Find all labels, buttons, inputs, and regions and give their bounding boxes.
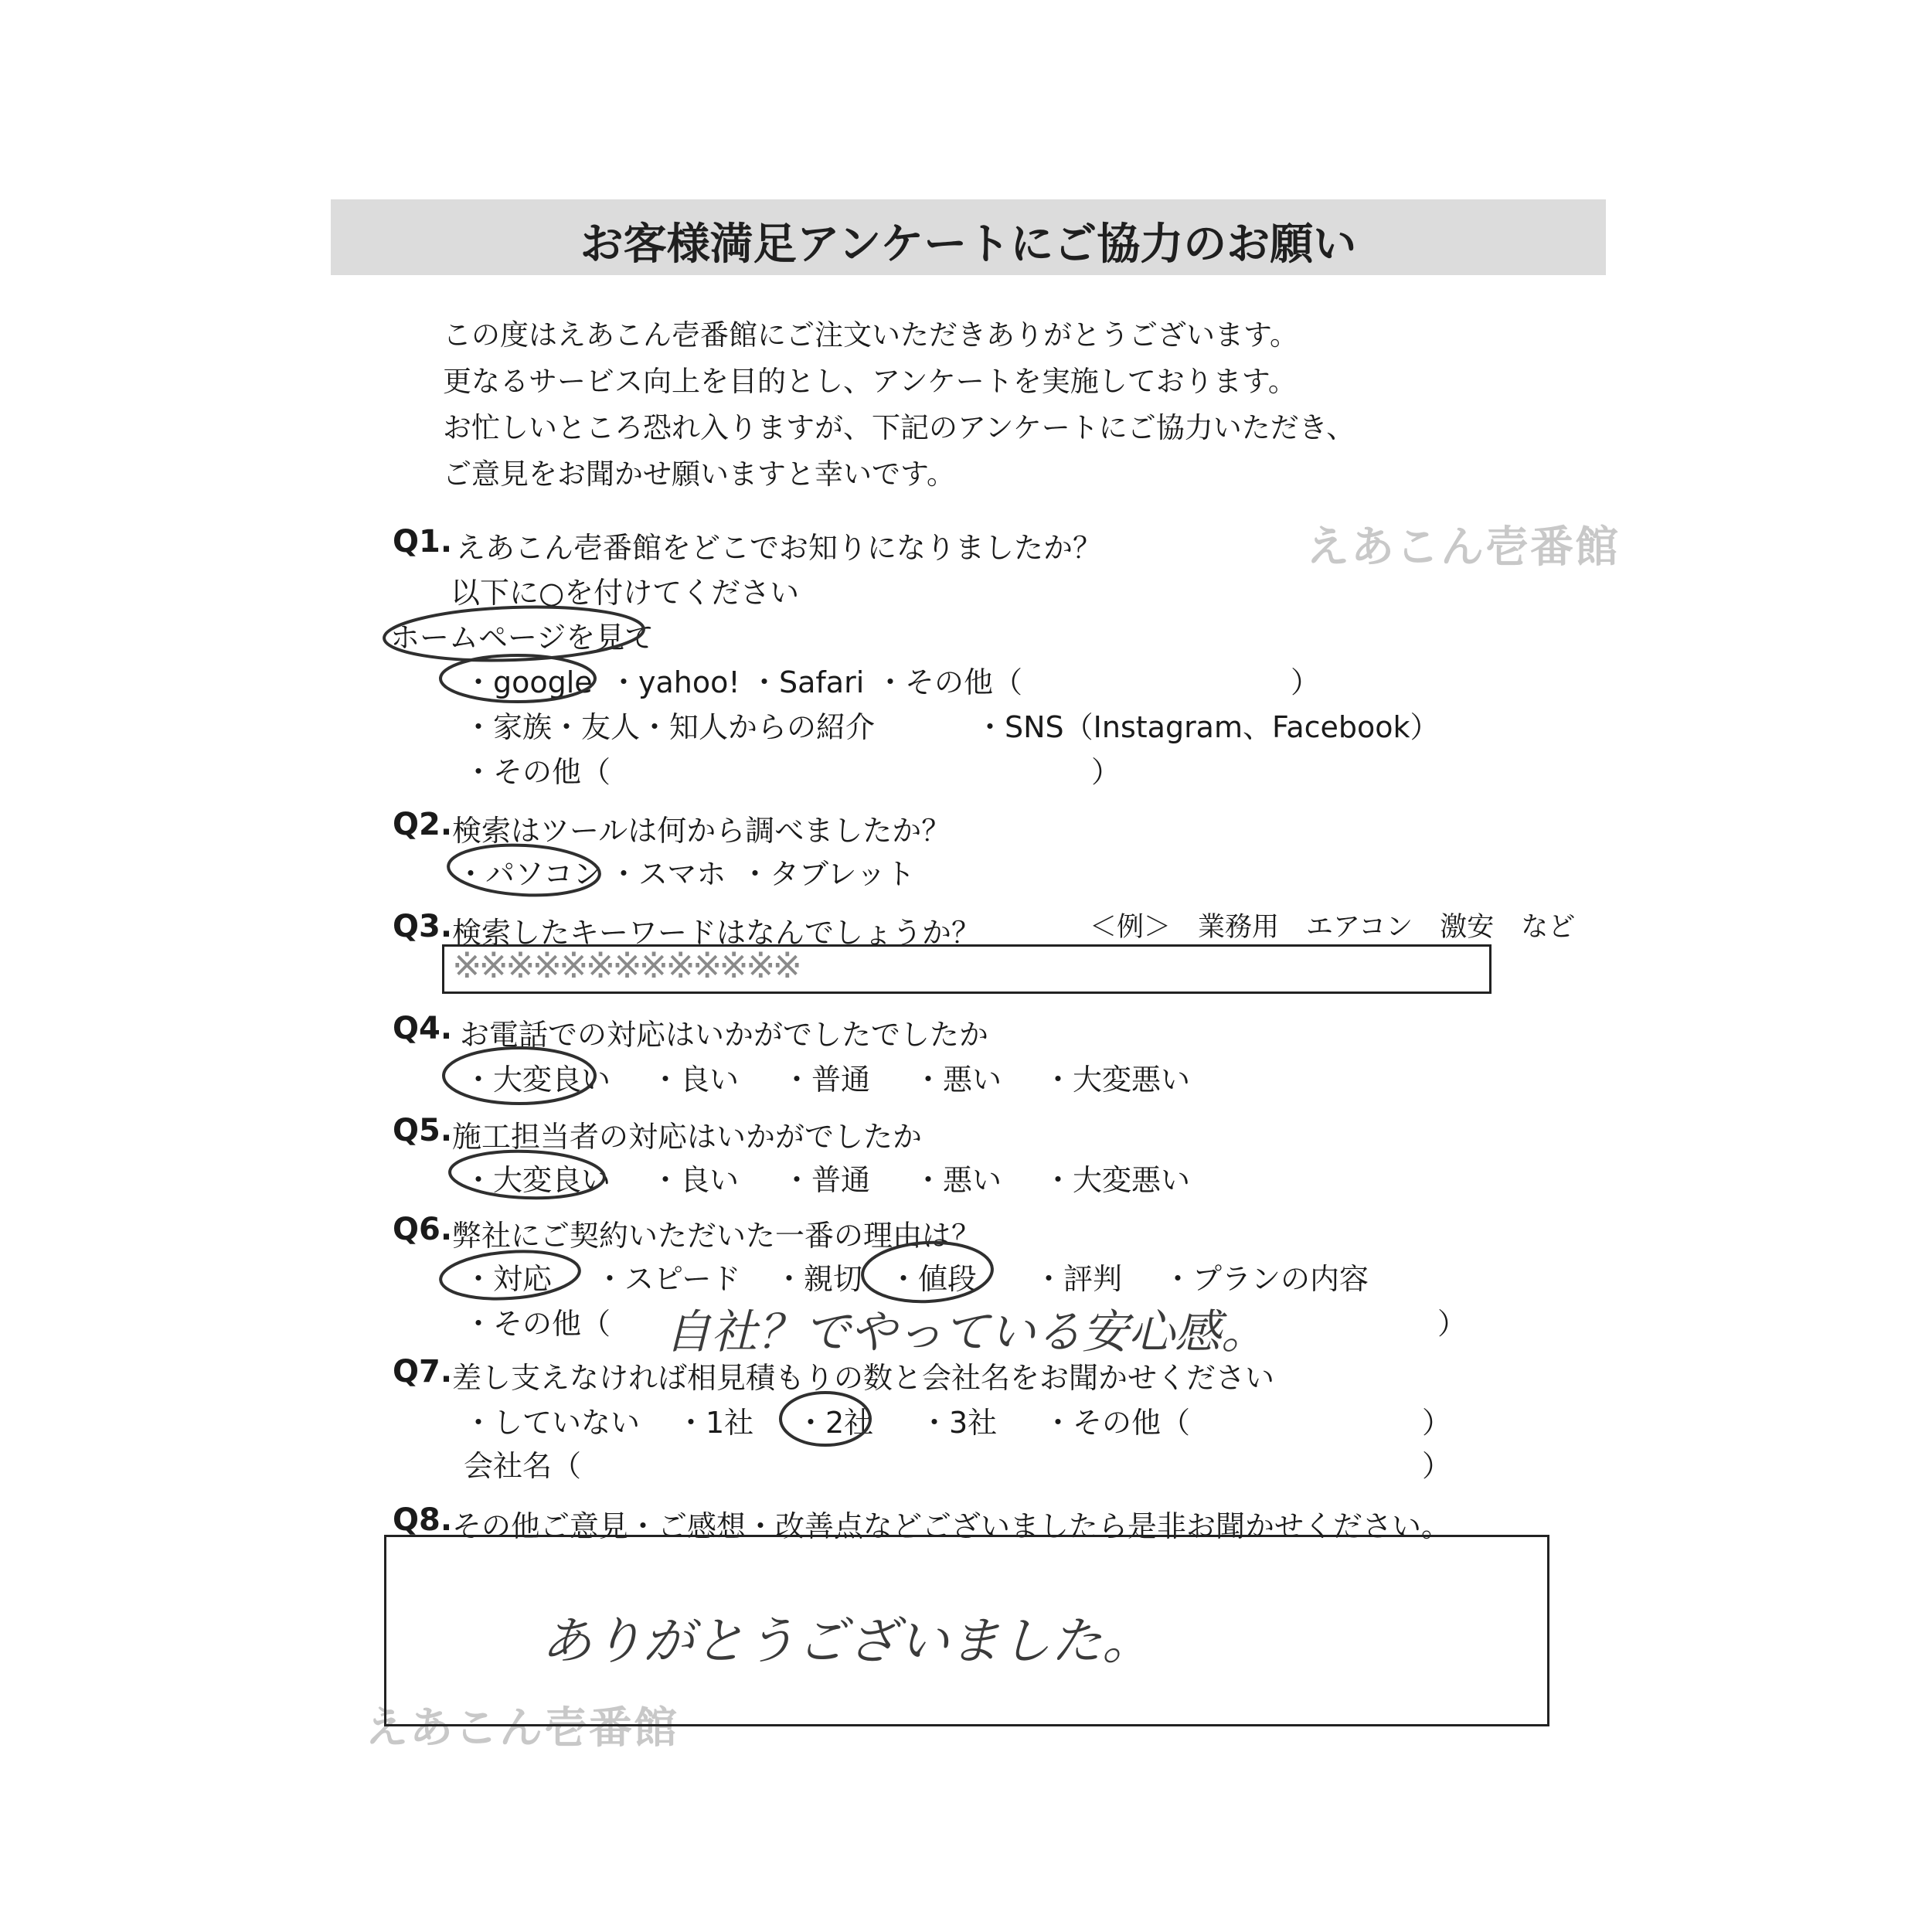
q4-option-normal: ・普通 <box>782 1063 871 1097</box>
mark-circle-pc <box>447 842 603 899</box>
q4-text: お電話での対応はいかがでしたでしたか <box>460 1018 989 1052</box>
q7-option-none: ・していない <box>464 1406 641 1440</box>
q8-text: その他ご意見・ご感想・改善点などございましたら是非お聞かせください。 <box>452 1509 1451 1543</box>
q6-option-speed: ・スピード <box>595 1262 741 1296</box>
q5-option-bad: ・悪い <box>913 1163 1002 1197</box>
watermark-top: えあこん壱番館 <box>1306 522 1620 573</box>
q8-number: Q8. <box>393 1502 453 1538</box>
q8-handwritten-answer: ありがとうございました。 <box>541 1611 1153 1671</box>
q6-option-plan: ・プランの内容 <box>1163 1262 1369 1296</box>
mark-circle-q5-very-good <box>449 1149 605 1201</box>
q6-option-response: ・対応 <box>464 1262 553 1296</box>
q7-number: Q7. <box>393 1354 453 1389</box>
q4-option-very-good: ・大変良い <box>464 1063 611 1097</box>
q7-option-other: ・その他（ <box>1043 1406 1191 1440</box>
q7-company-close: ） <box>1422 1449 1452 1483</box>
q7-option-3: ・3社 <box>920 1406 998 1440</box>
q1-option-safari: ・Safari <box>750 665 865 699</box>
q1-instruction: 以下に○を付けてください <box>451 576 800 610</box>
q1-option-yahoo: ・yahoo! <box>609 665 740 699</box>
q7-option-other-close: ） <box>1422 1406 1452 1440</box>
mark-circle-q4-very-good <box>444 1048 595 1104</box>
intro-line-4: ご意見をお聞かせ願いますと幸いです。 <box>443 457 956 491</box>
q1-number: Q1. <box>393 524 453 560</box>
q5-option-very-bad: ・大変悪い <box>1043 1163 1191 1197</box>
intro-line-3: お忙しいところ恐れ入りますが、下記のアンケートにご協力いただき、 <box>443 411 1355 444</box>
q1-option-sns: ・SNS（Instagram、Facebook） <box>975 710 1440 744</box>
mark-circle-response <box>439 1247 581 1303</box>
q4-option-very-bad: ・大変悪い <box>1043 1063 1191 1097</box>
q2-text: 検索はツールは何から調べましたか？ <box>452 814 951 848</box>
q4-option-bad: ・悪い <box>913 1063 1002 1097</box>
q4-number: Q4. <box>393 1011 453 1046</box>
q7-text: 差し支えなければ相見積もりの数と会社名をお聞かせください <box>452 1361 1275 1395</box>
q6-text: 弊社にご契約いただいた一番の理由は？ <box>452 1219 981 1253</box>
q6-handwritten-answer: 自社？でやっている安心感。 <box>665 1305 1267 1359</box>
q3-text: 検索したキーワードはなんでしょうか？ <box>452 916 981 950</box>
q3-number: Q3. <box>393 909 453 944</box>
q1-option-other-close: ） <box>1291 665 1321 699</box>
q6-option-price: ・値段 <box>889 1262 978 1296</box>
q5-option-normal: ・普通 <box>782 1163 871 1197</box>
q1-option-referral: ・家族・友人・知人からの紹介 <box>464 710 876 744</box>
q2-option-smartphone: ・スマホ <box>609 857 726 891</box>
mark-circle-price <box>861 1240 994 1305</box>
q5-option-good: ・良い <box>651 1163 740 1197</box>
page-title: お客様満足アンケートにご協力のお願い <box>580 219 1357 270</box>
q3-example: ＜例＞ 業務用 エアコン 激安 など <box>1090 912 1576 943</box>
intro-line-1: この度はえあこん壱番館にご注文いただきありがとうございます。 <box>443 318 1299 352</box>
mark-circle-2-companies <box>781 1393 870 1445</box>
q6-option-kindness: ・親切 <box>774 1262 863 1296</box>
q1-text: えあこん壱番館をどこでお知りになりましたか？ <box>456 531 1103 565</box>
q1-option-other: ・その他（ <box>876 665 1023 699</box>
q6-number: Q6. <box>393 1212 453 1247</box>
q3-answer: ※※※※※※※※※※※※※ <box>452 944 800 986</box>
q1-group-homepage: ホームページを見て <box>390 621 655 655</box>
q4-option-good: ・良い <box>651 1063 740 1097</box>
mark-circle-google <box>440 655 595 702</box>
q7-option-2: ・2社 <box>796 1406 874 1440</box>
q6-option-other-close: ） <box>1437 1307 1468 1341</box>
watermark-bottom: えあこん壱番館 <box>365 1703 679 1753</box>
q7-company-label: 会社名（ <box>464 1449 582 1483</box>
q6-option-other: ・その他（ <box>464 1307 611 1341</box>
q7-option-1: ・1社 <box>676 1406 754 1440</box>
q2-number: Q2. <box>393 807 453 842</box>
q1-option-other-2: ・その他（ <box>464 755 611 789</box>
q5-option-very-good: ・大変良い <box>464 1163 611 1197</box>
q2-option-pc: ・パソコン <box>456 857 603 891</box>
intro-line-2: 更なるサービス向上を目的とし、アンケートを実施しております。 <box>443 365 1297 398</box>
q5-text: 施工担当者の対応はいかがでしたか <box>452 1120 923 1154</box>
q5-number: Q5. <box>393 1113 453 1148</box>
q2-option-tablet: ・タブレット <box>740 857 916 891</box>
q1-option-other-2-close: ） <box>1091 755 1121 789</box>
q1-option-google: ・google <box>464 665 593 699</box>
q6-option-reputation: ・評判 <box>1034 1262 1123 1296</box>
